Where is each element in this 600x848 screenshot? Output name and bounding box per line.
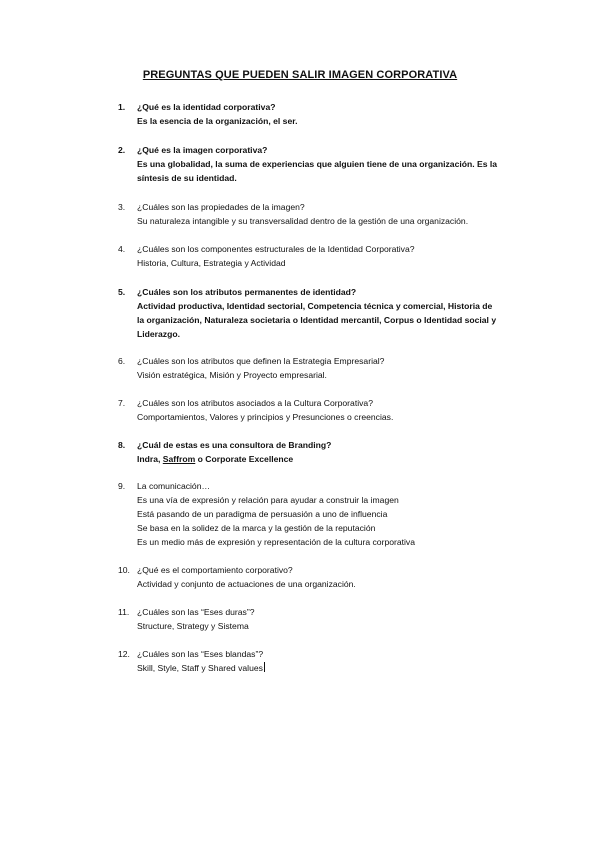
question-text: ¿Cuáles son los atributos permanentes de identidad? <box>137 287 357 297</box>
question-number: 5. <box>118 287 126 297</box>
question-number: 3. <box>118 202 126 212</box>
question-text: ¿Qué es la identidad corporativa? <box>137 102 276 112</box>
question-text: ¿Cuáles son los atributos asociados a la Cultura Corporativa? <box>137 398 373 408</box>
answer-option: Es una vía de expresión y relación para ayudar a construir la imagen <box>137 495 399 505</box>
question-10 <box>118 563 498 591</box>
answer-text: Indra, Saffrom o Corporate Excellence <box>137 454 294 464</box>
answer-option: Se basa en la solidez de la marca y la gestión de la reputación <box>137 523 376 533</box>
question-text: ¿Qué es el comportamiento corporativo? <box>137 565 293 575</box>
answer-text: Comportamientos, Valores y principios y Presunciones o creencias. <box>137 412 394 422</box>
question-9 <box>118 479 498 549</box>
answer-text: Es la esencia de la organización, el ser. <box>137 116 298 126</box>
question-number: 2. <box>118 145 126 155</box>
question-number: 6. <box>118 356 126 366</box>
answer-option: Es un medio más de expresión y representación de la cultura corporativa <box>137 537 416 547</box>
question-text: ¿Cuáles son las “Eses duras”? <box>137 607 255 617</box>
answer-text: Actividad y conjunto de actuaciones de una organización. <box>137 579 356 589</box>
answer-text: Visión estratégica, Misión y Proyecto empresarial. <box>137 370 327 380</box>
answer-text: Skill, Style, Staff y Shared values <box>137 663 263 673</box>
question-4 <box>118 242 498 270</box>
answer-text: Es una globalidad, la suma de experiencias que alguien tiene de una organización. Es la síntesis de su identidad. <box>137 159 498 183</box>
question-7 <box>118 396 498 424</box>
answer-text: Actividad productiva, Identidad sectorial, Competencia técnica y comercial, Historia de la organización, Naturaleza societaria o Identidad mercantil, Corpus o Identidad social y Liderazgo. <box>137 301 497 339</box>
question-11 <box>118 605 498 633</box>
question-text: ¿Cuáles son las “Eses blandas”? <box>137 649 264 659</box>
question-text: La comunicación… <box>137 481 211 491</box>
question-8 <box>118 438 498 466</box>
question-12 <box>118 647 498 675</box>
question-text: ¿Cuáles son los atributos que definen la Estrategia Empresarial? <box>137 356 385 366</box>
text-cursor <box>264 662 265 672</box>
question-number: 10. <box>118 565 130 575</box>
question-number: 8. <box>118 440 126 450</box>
question-number: 1. <box>118 102 126 112</box>
answer-text: Su naturaleza intangible y su transversalidad dentro de la gestión de una organización. <box>137 216 469 226</box>
question-number: 9. <box>118 481 126 491</box>
question-number: 12. <box>118 649 130 659</box>
question-text: ¿Cuáles son las propiedades de la imagen? <box>137 202 305 212</box>
question-number: 7. <box>118 398 126 408</box>
saffrom-link[interactable]: Saffrom <box>162 454 196 464</box>
question-5 <box>118 285 498 341</box>
question-text: ¿Qué es la imagen corporativa? <box>137 145 268 155</box>
question-text: ¿Cuáles son los componentes estructurales de la Identidad Corporativa? <box>137 244 415 254</box>
answer-text: Historia, Cultura, Estrategia y Actividad <box>137 258 286 268</box>
page-title: PREGUNTAS QUE PUEDEN SALIR IMAGEN CORPORATIVA <box>142 69 458 81</box>
question-number: 4. <box>118 244 126 254</box>
answer-text: Structure, Strategy y Sistema <box>137 621 249 631</box>
question-2 <box>118 143 498 185</box>
question-6 <box>118 354 498 382</box>
question-text: ¿Cuál de estas es una consultora de Branding? <box>137 440 332 450</box>
answer-option: Está pasando de un paradigma de persuasión a uno de influencia <box>137 509 388 519</box>
question-3 <box>118 200 498 228</box>
question-1 <box>118 100 498 128</box>
question-number: 11. <box>118 607 130 617</box>
